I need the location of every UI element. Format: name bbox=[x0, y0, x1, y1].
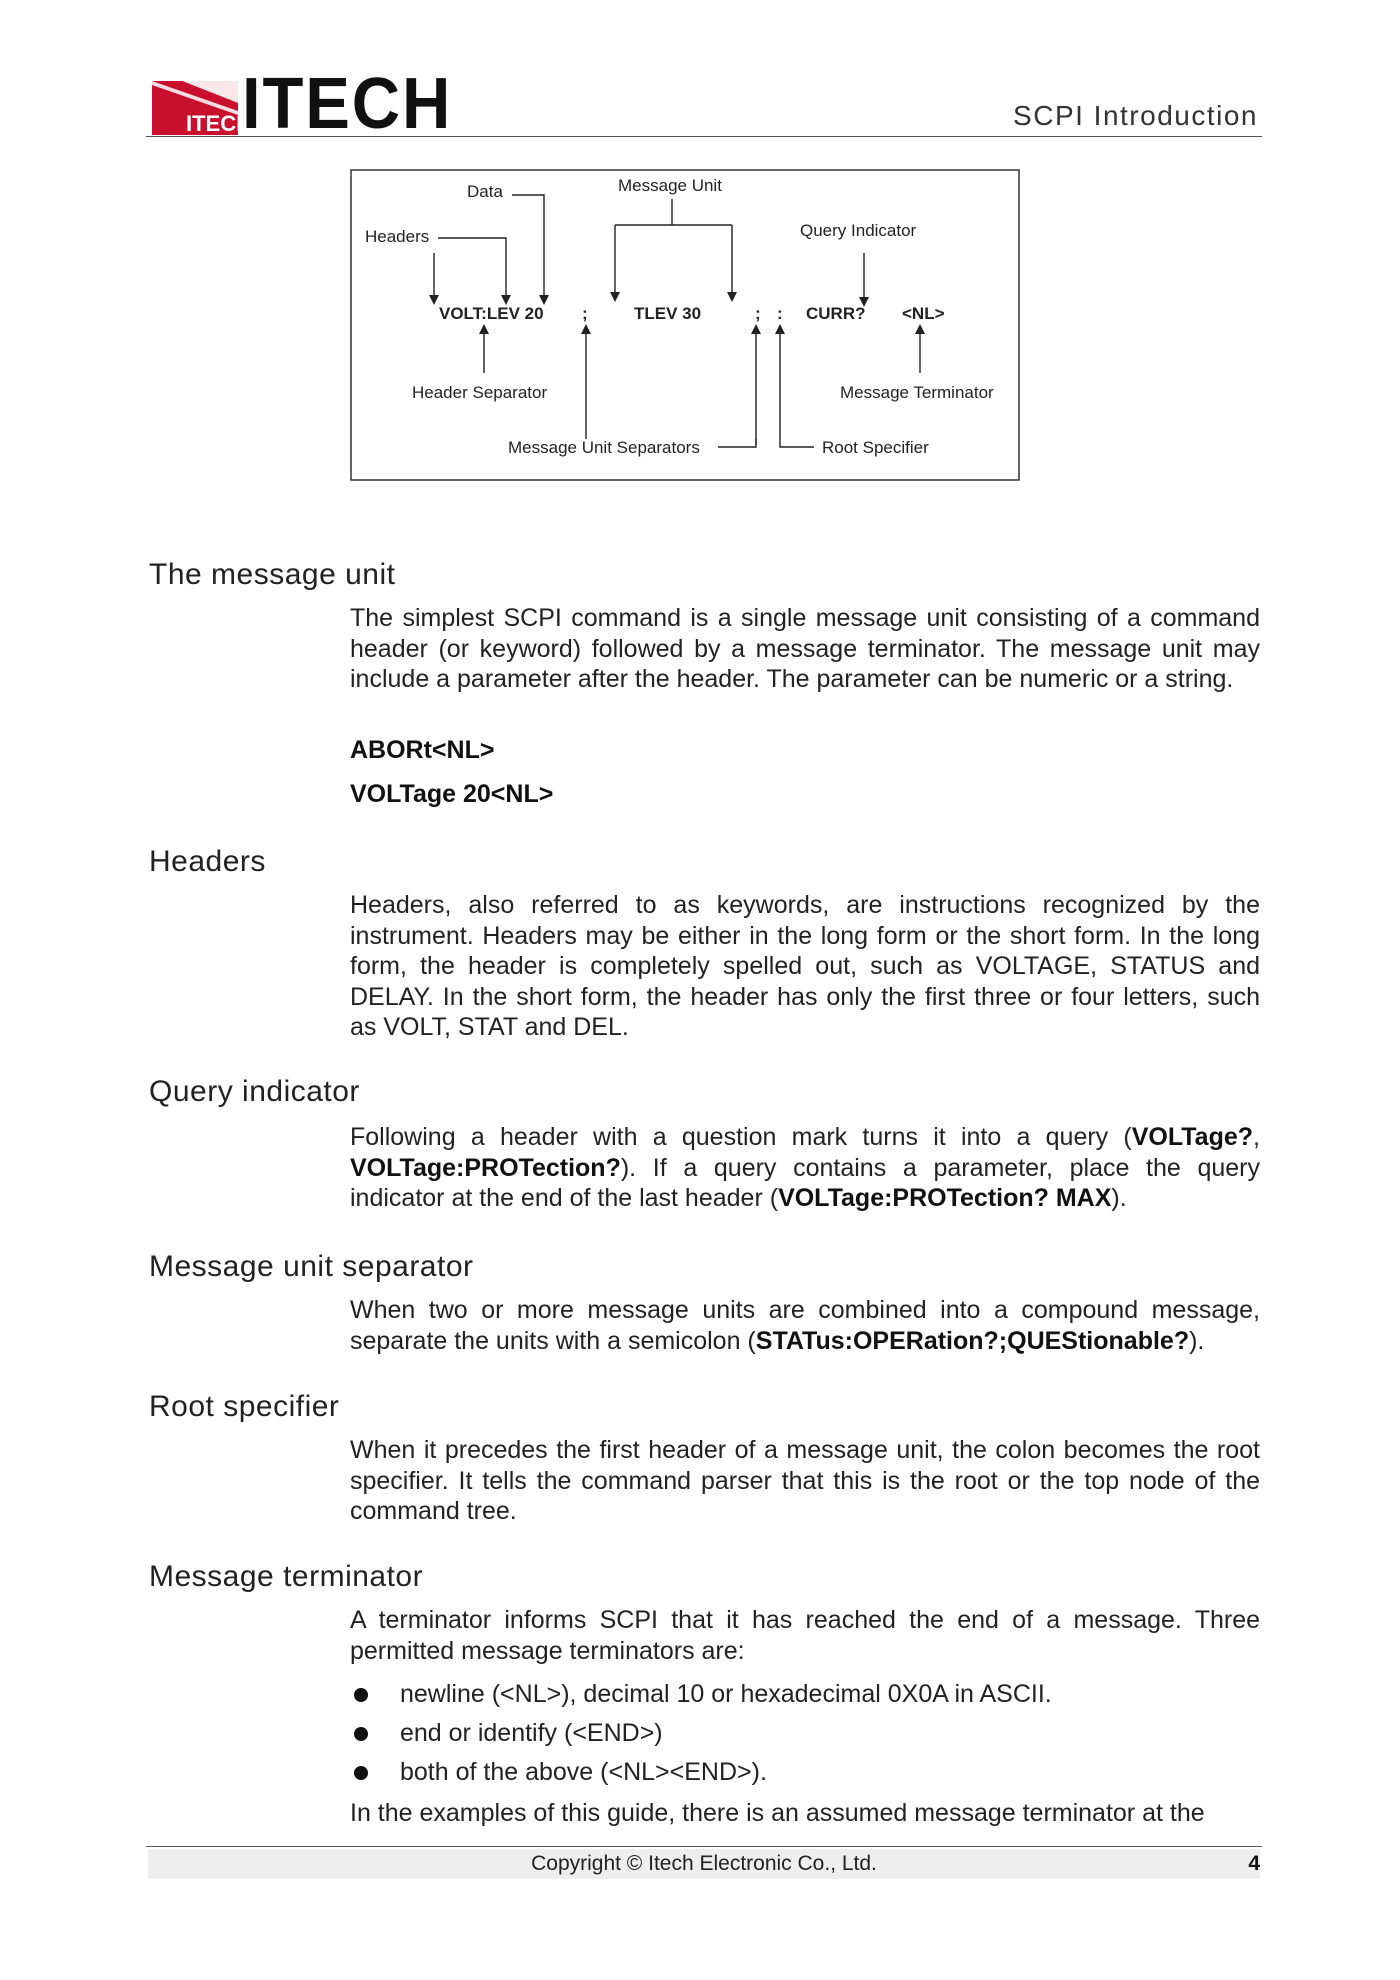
label-headers: Headers bbox=[365, 227, 430, 246]
page-footer bbox=[146, 1846, 1262, 1875]
heading-root-specifier: Root specifier bbox=[149, 1390, 340, 1423]
code-status-operation: STATus:OPERation?;QUEStionable? bbox=[755, 1326, 1190, 1355]
scpi-syntax-diagram bbox=[350, 169, 1020, 481]
bullet-icon bbox=[354, 1688, 368, 1702]
code-voltage-query: VOLTage? bbox=[1131, 1123, 1254, 1151]
label-root-specifier: Root Specifier bbox=[822, 438, 929, 457]
example-abort: ABORt<NL> bbox=[350, 736, 495, 764]
paragraph-message-unit: The simplest SCPI command is a single message unit consisting of a command header (or keyword) followed by a message terminator. The message unit may include a parameter after the header. The parameter can be numeric or a string. bbox=[350, 604, 1260, 693]
label-header-separator: Header Separator bbox=[412, 383, 548, 402]
diagram-border bbox=[351, 170, 1019, 480]
running-header-title: SCPI Introduction bbox=[1013, 100, 1258, 131]
label-message-terminator: Message Terminator bbox=[840, 383, 994, 402]
code-voltage-protection-query: VOLTage:PROTection? bbox=[350, 1153, 621, 1182]
heading-message-unit: The message unit bbox=[149, 558, 396, 591]
list-item: both of the above (<NL><END>). bbox=[350, 1758, 1260, 1790]
bullet-icon bbox=[354, 1766, 368, 1780]
example-voltage: VOLTage 20<NL> bbox=[350, 780, 554, 808]
heading-query-indicator: Query indicator bbox=[149, 1075, 360, 1108]
logo-small-text: ITECH bbox=[186, 111, 252, 136]
heading-message-unit-separator: Message unit separator bbox=[149, 1250, 474, 1283]
separator-1: ; bbox=[582, 304, 588, 323]
logo-wordmark: ITECH bbox=[242, 64, 453, 144]
cmd-terminator: <NL> bbox=[902, 304, 945, 323]
heading-headers: Headers bbox=[149, 845, 266, 878]
logo-flag-icon bbox=[152, 81, 252, 136]
cmd-curr-query: CURR? bbox=[806, 304, 866, 323]
paragraph-root-specifier: When it precedes the first header of a message unit, the colon becomes the root specifier. It tells the command parser that this is the root or the top node of the command tree. bbox=[350, 1436, 1260, 1525]
label-data: Data bbox=[467, 182, 503, 201]
separator-2: ; bbox=[755, 304, 761, 323]
label-query-indicator: Query Indicator bbox=[800, 221, 917, 240]
paragraph-query-indicator: Following a header with a question mark turns it into a query (VOLTage?, VOLTage:PROTection?). If a query contains a parameter, place the query indicator at the end of the last header (VOLTage:PROTection? MAX). bbox=[350, 1123, 1260, 1212]
separator-colon: : bbox=[777, 304, 783, 323]
paragraph-message-unit-separator: When two or more message units are combined into a compound message, separate the units with a semicolon (STATus:OPERation?;QUEStionable?). bbox=[350, 1296, 1260, 1355]
paragraph-headers: Headers, also referred to as keywords, are instructions recognized by the instrument. Headers may be either in the long form or the short form. In the long form, the header is completely spelled out, such as VOLTAGE, STATUS and DELAY. In the short form, the header has only the first three or four letters, such as VOLT, STAT and DEL. bbox=[350, 891, 1260, 1041]
list-item: newline (<NL>), decimal 10 or hexadecimal 0X0A in ASCII. bbox=[350, 1680, 1260, 1712]
label-message-unit-separators: Message Unit Separators bbox=[508, 438, 700, 457]
footer-copyright: Copyright © Itech Electronic Co., Ltd. bbox=[531, 1852, 877, 1875]
cmd-volt-lev: VOLT:LEV 20 bbox=[439, 304, 544, 323]
heading-message-terminator: Message terminator bbox=[149, 1560, 424, 1593]
cmd-tlev: TLEV 30 bbox=[634, 304, 702, 323]
page-header bbox=[146, 64, 1262, 144]
paragraph-terminator-trailing: In the examples of this guide, there is an assumed message terminator at the bbox=[350, 1799, 1205, 1827]
bullet-icon bbox=[354, 1727, 368, 1741]
list-item: end or identify (<END>) bbox=[350, 1719, 1260, 1751]
page-number: 4 bbox=[1248, 1852, 1260, 1875]
code-voltage-protection-max: VOLTage:PROTection? MAX bbox=[778, 1184, 1112, 1212]
label-message-unit: Message Unit bbox=[618, 176, 722, 195]
paragraph-message-terminator: A terminator informs SCPI that it has reached the end of a message. Three permitted message terminators are: bbox=[350, 1606, 1260, 1665]
